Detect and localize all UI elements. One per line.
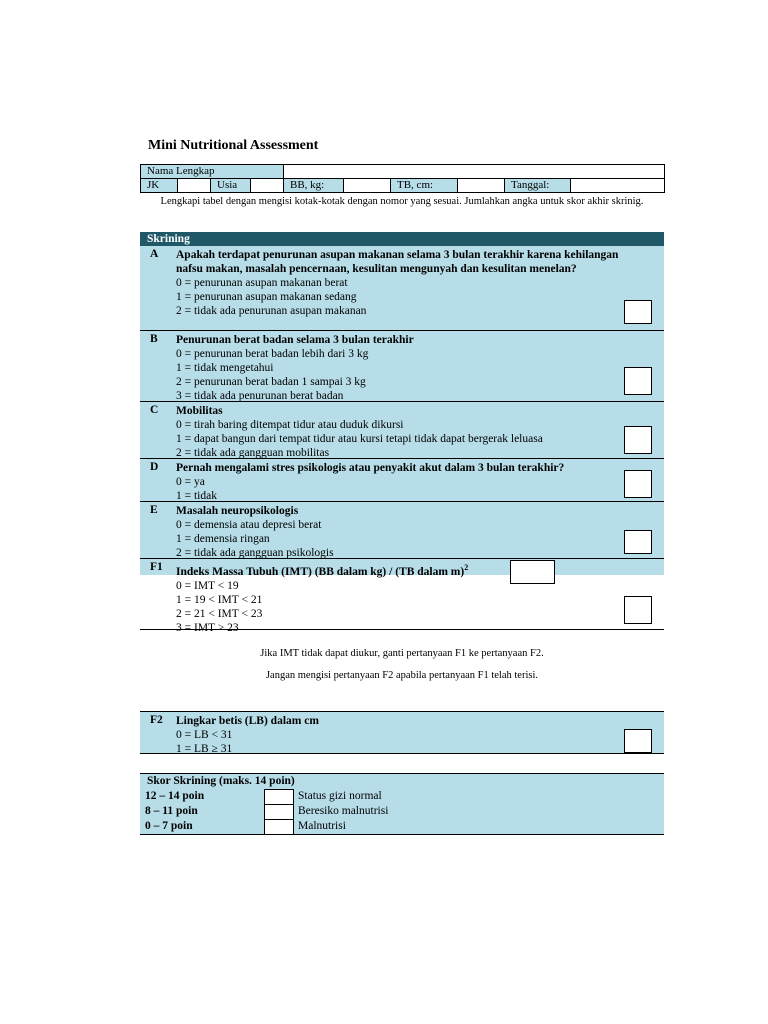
option: 3 = IMT > 23 (176, 621, 239, 634)
answer-box-f1[interactable] (624, 596, 652, 624)
nama-lengkap-label: Nama Lengkap (141, 165, 284, 179)
option: 3 = tidak ada penurunan berat badan (176, 390, 344, 402)
score-label: Status gizi normal (298, 790, 382, 802)
note-f1: Jika IMT tidak dapat diukur, ganti pertanyaan F1 ke pertanyaan F2. (260, 648, 544, 659)
score-label: Malnutrisi (298, 820, 346, 832)
tb-label: TB, cm: (391, 179, 458, 193)
question-text: Apakah terdapat penurunan asupan makanan selama 3 bulan terakhir karena kehilangan nafsu makan, masalah pencernaan, kesulitan mengunyah dan kesulitan menelan? (176, 249, 619, 275)
tanggal-label: Tanggal: (505, 179, 571, 193)
usia-label: Usia (211, 179, 251, 193)
question-letter: F1 (150, 561, 163, 573)
screening-header: Skrining (140, 232, 664, 246)
question-f2 (140, 711, 664, 754)
score-box-risk[interactable] (264, 804, 294, 820)
question-letter: E (150, 504, 158, 516)
question-text: Masalah neuropsikologis (176, 505, 299, 517)
note-f2: Jangan mengisi pertanyaan F2 apabila pertanyaan F1 telah terisi. (265, 670, 539, 681)
option: 2 = penurunan berat badan 1 sampai 3 kg (176, 376, 366, 388)
jk-label: JK (141, 179, 178, 193)
score-range: 12 – 14 poin (145, 790, 205, 802)
option: 0 = penurunan asupan makanan berat (176, 277, 348, 289)
instruction-text: Lengkapi tabel dengan mengisi kotak-kotak dengan nomor yang sesuai. Jumlahkan angka untuk skor akhir skrinig. (160, 196, 644, 207)
option: 1 = penurunan asupan makanan sedang (176, 291, 357, 303)
question-letter: B (150, 333, 158, 345)
option: 2 = tidak ada gangguan psikologis (176, 547, 334, 559)
option: 1 = tidak (176, 490, 217, 502)
question-text: Indeks Massa Tubuh (IMT) (BB dalam kg) / (TB dalam m) (176, 565, 465, 578)
question-text: Mobilitas (176, 405, 223, 417)
option: 1 = dapat bangun dari tempat tidur atau kursi tetapi tidak dapat bergerak leluasa (176, 433, 543, 445)
option: 0 = tirah baring ditempat tidur atau duduk dikursi (176, 419, 404, 431)
option: 0 = IMT < 19 (176, 579, 239, 592)
answer-box-c[interactable] (624, 426, 652, 454)
option: 1 = tidak mengetahui (176, 362, 274, 374)
question-letter: A (150, 248, 159, 260)
option: 1 = LB ≥ 31 (176, 743, 233, 755)
score-range: 8 – 11 poin (145, 805, 198, 817)
page-title: Mini Nutritional Assessment (148, 138, 319, 153)
question-text: Penurunan berat badan selama 3 bulan terakhir (176, 334, 414, 346)
option: 0 = ya (176, 476, 205, 488)
bb-field[interactable] (344, 179, 391, 193)
answer-box-e[interactable] (624, 530, 652, 554)
option: 0 = demensia atau depresi berat (176, 519, 322, 531)
nama-lengkap-field[interactable] (284, 165, 665, 179)
imt-value-box[interactable] (510, 560, 555, 584)
question-letter: D (150, 461, 159, 473)
option: 0 = LB < 31 (176, 729, 233, 741)
score-row (140, 789, 664, 804)
answer-box-d[interactable] (624, 470, 652, 498)
score-table (140, 773, 664, 835)
question-text: Lingkar betis (LB) dalam cm (176, 715, 319, 727)
tanggal-field[interactable] (571, 179, 665, 193)
question-d (140, 459, 664, 502)
answer-box-b[interactable] (624, 367, 652, 395)
answer-box-f2[interactable] (624, 729, 652, 753)
jk-field[interactable] (178, 179, 211, 193)
question-letter: C (150, 404, 159, 416)
question-e (140, 502, 664, 559)
score-box-normal[interactable] (264, 789, 294, 805)
score-label: Beresiko malnutrisi (298, 805, 389, 817)
score-row (140, 804, 664, 819)
question-a (140, 246, 664, 331)
superscript: 2 (464, 563, 469, 572)
question-c (140, 402, 664, 459)
score-range: 0 – 7 poin (145, 820, 193, 832)
question-letter: F2 (150, 714, 163, 726)
option: 1 = demensia ringan (176, 533, 270, 545)
score-row (140, 819, 664, 835)
question-f1 (140, 559, 664, 634)
patient-info-table (140, 164, 665, 193)
option: 0 = penurunan berat badan lebih dari 3 kg (176, 348, 369, 360)
bb-label: BB, kg: (284, 179, 344, 193)
score-title: Skor Skrining (maks. 14 poin) (140, 774, 664, 789)
answer-box-a[interactable] (624, 300, 652, 324)
option: 1 = 19 < IMT < 21 (176, 593, 263, 606)
usia-field[interactable] (251, 179, 284, 193)
tb-field[interactable] (458, 179, 505, 193)
option: 2 = tidak ada penurunan asupan makanan (176, 305, 367, 317)
option: 2 = 21 < IMT < 23 (176, 607, 263, 620)
option: 2 = tidak ada gangguan mobilitas (176, 447, 330, 459)
question-b (140, 331, 664, 402)
question-text: Pernah mengalami stres psikologis atau penyakit akut dalam 3 bulan terakhir? (176, 462, 565, 474)
score-box-malnutrition[interactable] (264, 819, 294, 835)
